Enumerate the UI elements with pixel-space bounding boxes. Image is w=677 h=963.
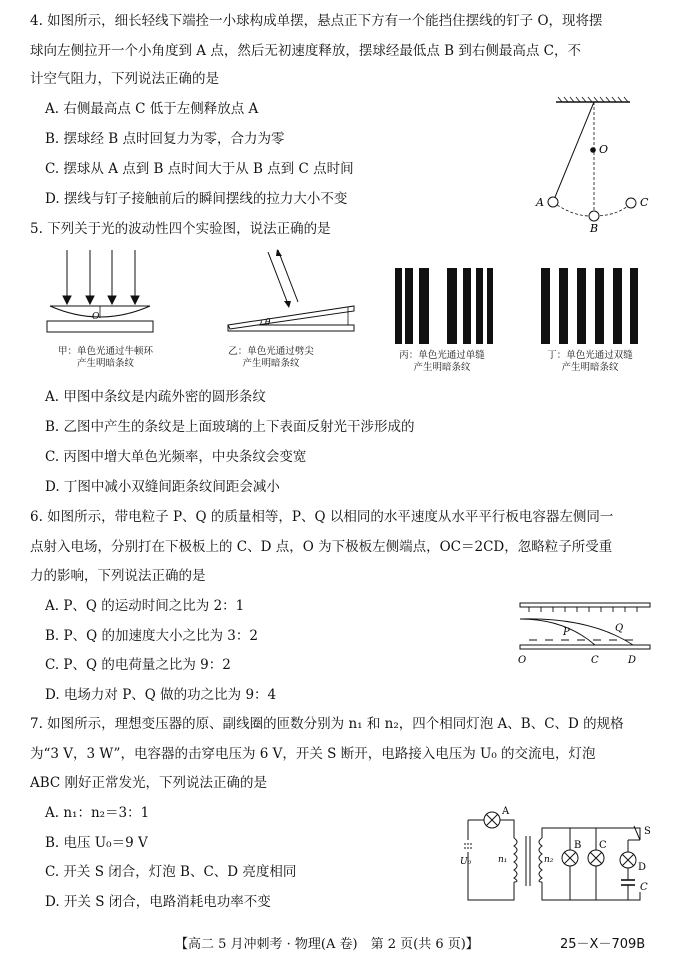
newton-rings-label-o: O	[92, 312, 100, 322]
q6-stem-line3: 力的影响，下列说法正确的是	[30, 568, 206, 584]
circuit-label-u0: U₀	[460, 857, 472, 867]
circuit-label-capacitor: C	[640, 882, 648, 893]
caption-ding-line2: 产生明暗条纹	[561, 362, 619, 373]
caption-yi-line1: 乙：单色光通过劈尖	[228, 346, 314, 357]
q5-option-d: D. 丁图中减小双缝间距条纹间距会减小	[45, 479, 280, 495]
circuit-label-switch-s: S	[644, 826, 651, 837]
circuit-label-lamp-a: A	[502, 806, 510, 817]
pendulum-label-c: C	[640, 196, 649, 209]
q4-stem-line3: 计空气阻力，下列说法正确的是	[30, 71, 219, 87]
caption-jia	[58, 346, 153, 370]
capacitor-figure	[515, 595, 655, 667]
q5-option-c: C. 丙图中增大单色光频率，中央条纹会变宽	[45, 449, 307, 465]
q7-stem-line1: 7. 如图所示，理想变压器的原、副线圈的匝数分别为 n₁ 和 n₂，四个相同灯泡 A、B、C、D 的规格	[30, 716, 624, 732]
q7-option-b: B. 电压 U₀＝9 V	[45, 835, 148, 851]
caption-jia-line2: 产生明暗条纹	[76, 358, 134, 369]
q6-option-c: C. P、Q 的电荷量之比为 9：2	[45, 657, 231, 673]
q7-stem-line2: 为“3 V，3 W”，电容器的击穿电压为 6 V，开关 S 断开，电路接入电压为 U₀ 的交流电，灯泡	[30, 746, 596, 762]
q7-stem-line3: ABC 刚好正常发光，下列说法正确的是	[30, 775, 268, 791]
q7-option-a: A. n₁：n₂＝3：1	[45, 805, 150, 821]
q6-option-d: D. 电场力对 P、Q 做的功之比为 9：4	[45, 687, 277, 703]
caption-ding	[540, 350, 640, 374]
q7-option-d: D. 开关 S 闭合，电路消耗电功率不变	[45, 894, 271, 910]
caption-bing-line2: 产生明暗条纹	[413, 362, 471, 373]
single-slit-pattern	[395, 268, 495, 344]
transformer-circuit	[460, 800, 660, 915]
q5-option-b: B. 乙图中产生的条纹是上面玻璃的上下表面反射光干涉形成的	[45, 419, 415, 435]
q4-option-b: B. 摆球经 B 点时回复力为零，合力为零	[45, 131, 285, 147]
circuit-label-lamp-d: D	[638, 862, 647, 873]
q6-stem-line2: 点射入电场，分别打在下极板上的 C、D 点，O 为下极板左侧端点，OC＝2CD，忽略粒子所受重	[30, 539, 613, 555]
page-footer-title: 【高二 5 月冲刺考 · 物理(A 卷) 第 2 页(共 6 页)】	[175, 937, 479, 952]
circuit-label-lamp-c: C	[599, 840, 607, 851]
q4-option-a: A. 右侧最高点 C 低于左侧释放点 A	[45, 101, 259, 117]
double-slit-pattern	[538, 268, 638, 344]
caption-bing	[392, 350, 492, 374]
caption-yi	[226, 346, 316, 370]
pendulum-label-a: A	[536, 196, 544, 209]
caption-bing-line1: 丙：单色光通过单缝	[399, 350, 485, 361]
pendulum-figure	[528, 95, 658, 235]
capacitor-label-p: P	[563, 627, 570, 638]
q7-option-c: C. 开关 S 闭合，灯泡 B、C、D 亮度相同	[45, 864, 297, 880]
capacitor-label-o: O	[518, 655, 527, 666]
q6-option-a: A. P、Q 的运动时间之比为 2：1	[45, 598, 245, 614]
capacitor-label-q: Q	[615, 623, 624, 634]
circuit-label-lamp-b: B	[574, 840, 582, 851]
pendulum-label-b: B	[590, 222, 599, 235]
q4-stem-line1: 4. 如图所示，细长轻线下端拴一小球构成单摆，悬点正下方有一个能挡住摆线的钉子 O，现将摆	[30, 13, 603, 29]
q5-option-a: A. 甲图中条纹是内疏外密的圆形条纹	[45, 389, 266, 405]
page-footer-code: 25－X－709B	[560, 937, 646, 952]
pendulum-label-o: O	[599, 143, 609, 156]
q4-option-d: D. 摆线与钉子接触前后的瞬间摆线的拉力大小不变	[45, 191, 348, 207]
q4-option-c: C. 摆球从 A 点到 B 点时间大于从 B 点到 C 点时间	[45, 161, 354, 177]
wedge-label-theta: θ	[265, 318, 271, 328]
circuit-label-n2: n₂	[544, 855, 554, 865]
q4-stem-line2: 球向左侧拉开一个小角度到 A 点，然后无初速度释放，摆球经最低点 B 到右侧最高点 C，不	[30, 43, 581, 59]
caption-jia-line1: 甲：单色光通过牛顿环	[58, 346, 154, 357]
caption-ding-line1: 丁：单色光通过双缝	[547, 350, 633, 361]
q6-stem-line1: 6. 如图所示，带电粒子 P、Q 的质量相等，P、Q 以相同的水平速度从水平平行板电容器左侧同一	[30, 509, 614, 525]
q5-stem-line1: 5. 下列关于光的波动性四个实验图，说法正确的是	[30, 221, 331, 237]
capacitor-label-c: C	[591, 655, 599, 666]
q6-option-b: B. P、Q 的加速度大小之比为 3：2	[45, 628, 258, 644]
circuit-label-n1: n₁	[498, 855, 508, 865]
caption-yi-line2: 产生明暗条纹	[242, 358, 300, 369]
capacitor-label-d: D	[628, 655, 637, 666]
newton-rings-figure	[45, 246, 155, 341]
wedge-figure	[220, 246, 360, 341]
